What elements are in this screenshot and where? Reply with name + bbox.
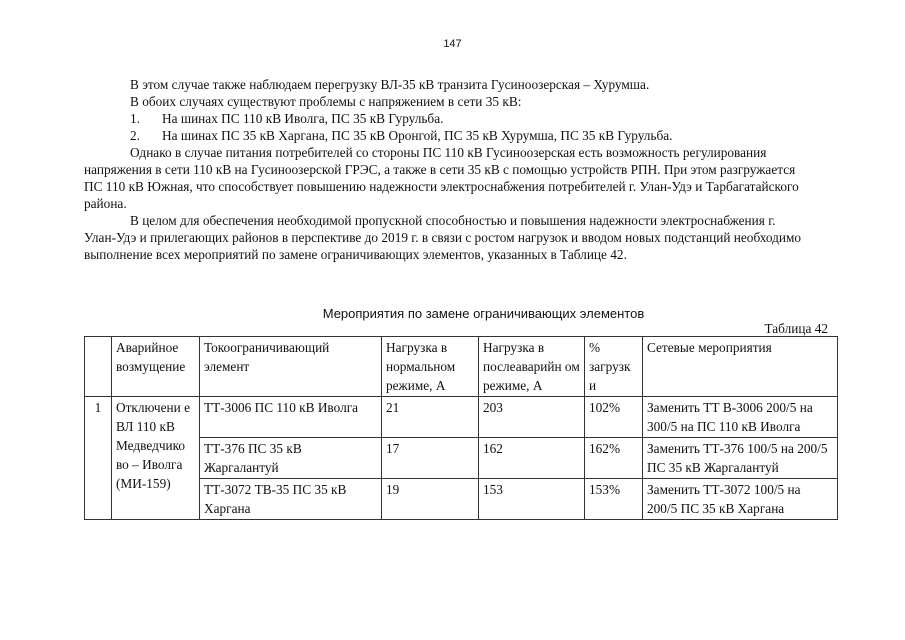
table-header-row: [85, 337, 838, 397]
load-post-cell: 162: [479, 438, 585, 479]
body-text: [84, 76, 804, 263]
list-item: [84, 127, 804, 144]
header-percent: % загрузк и: [585, 337, 643, 397]
header-number: [85, 337, 112, 397]
table-title: Мероприятия по замене ограничивающих элементов: [322, 306, 645, 321]
measure-cell: Заменить ТТ-376 100/5 на 200/5 ПС 35 кВ Жаргалантуй: [643, 438, 838, 479]
table-row: [85, 397, 838, 438]
header-element: Токоограничивающий элемент: [200, 337, 382, 397]
paragraph-transit-overload: В этом случае также наблюдаем перегрузку ВЛ-35 кВ транзита Гусиноозерская – Хурумша.: [130, 77, 650, 92]
table-label: Таблица 42: [764, 321, 828, 336]
measures-table: [84, 336, 838, 520]
list-item-text: На шинах ПС 35 кВ Харгана, ПС 35 кВ Оронгой, ПС 35 кВ Хурумша, ПС 35 кВ Гурульба.: [162, 128, 673, 143]
measure-cell: Заменить ТТ-3072 100/5 на 200/5 ПС 35 кВ Харгана: [643, 479, 838, 520]
measure-cell: Заменить ТТ В-3006 200/5 на 300/5 на ПС 110 кВ Иволга: [643, 397, 838, 438]
element-cell: ТТ-3006 ПС 110 кВ Иволга: [200, 397, 382, 438]
percent-cell: 153%: [585, 479, 643, 520]
header-load-post: Нагрузка в послеаварийн ом режиме, А: [479, 337, 585, 397]
percent-cell: 102%: [585, 397, 643, 438]
event-cell: Отключени е ВЛ 110 кВ Медведчико во – Иволга (МИ-159): [112, 397, 200, 520]
load-normal-cell: 19: [382, 479, 479, 520]
list-item: [84, 110, 804, 127]
list-item-number: 1.: [130, 111, 140, 126]
paragraph-regulation: Однако в случае питания потребителей со стороны ПС 110 кВ Гусиноозерская есть возможность регулирования напряжения в сети 110 кВ на Гусиноозерской ГРЭС, а также в сети 35 кВ с помощью устройств РПН. При этом разгружается ПС 110 кВ Южная, что способствует повышению надежности электроснабжения потребителей г. Улан-Удэ и Тарбагатайского района.: [84, 145, 799, 211]
load-normal-cell: 21: [382, 397, 479, 438]
list-item-number: 2.: [130, 128, 140, 143]
header-measures: Сетевые мероприятия: [643, 337, 838, 397]
load-post-cell: 203: [479, 397, 585, 438]
header-event: Аварийное возмущение: [112, 337, 200, 397]
list-item-text: На шинах ПС 110 кВ Иволга, ПС 35 кВ Гурульба.: [162, 111, 444, 126]
header-load-normal: Нагрузка в нормальном режиме, А: [382, 337, 479, 397]
row-number: 1: [85, 397, 112, 520]
paragraph-conclusion: В целом для обеспечения необходимой пропускной способностью и повышения надежности электроснабжения г. Улан-Удэ и прилегающих районов в перспективе до 2019 г. в связи с ростом нагрузок и вводом новых подстанций необходимо выполнение всех мероприятий по замене ограничивающих элементов, указанных в Таблице 42.: [84, 213, 802, 262]
load-normal-cell: 17: [382, 438, 479, 479]
paragraph-voltage-problems: В обоих случаях существуют проблемы с напряжением в сети 35 кВ:: [130, 94, 522, 109]
load-post-cell: 153: [479, 479, 585, 520]
element-cell: ТТ-3072 ТВ-35 ПС 35 кВ Харгана: [200, 479, 382, 520]
element-cell: ТТ-376 ПС 35 кВ Жаргалантуй: [200, 438, 382, 479]
percent-cell: 162%: [585, 438, 643, 479]
page-number: 147: [443, 38, 462, 50]
